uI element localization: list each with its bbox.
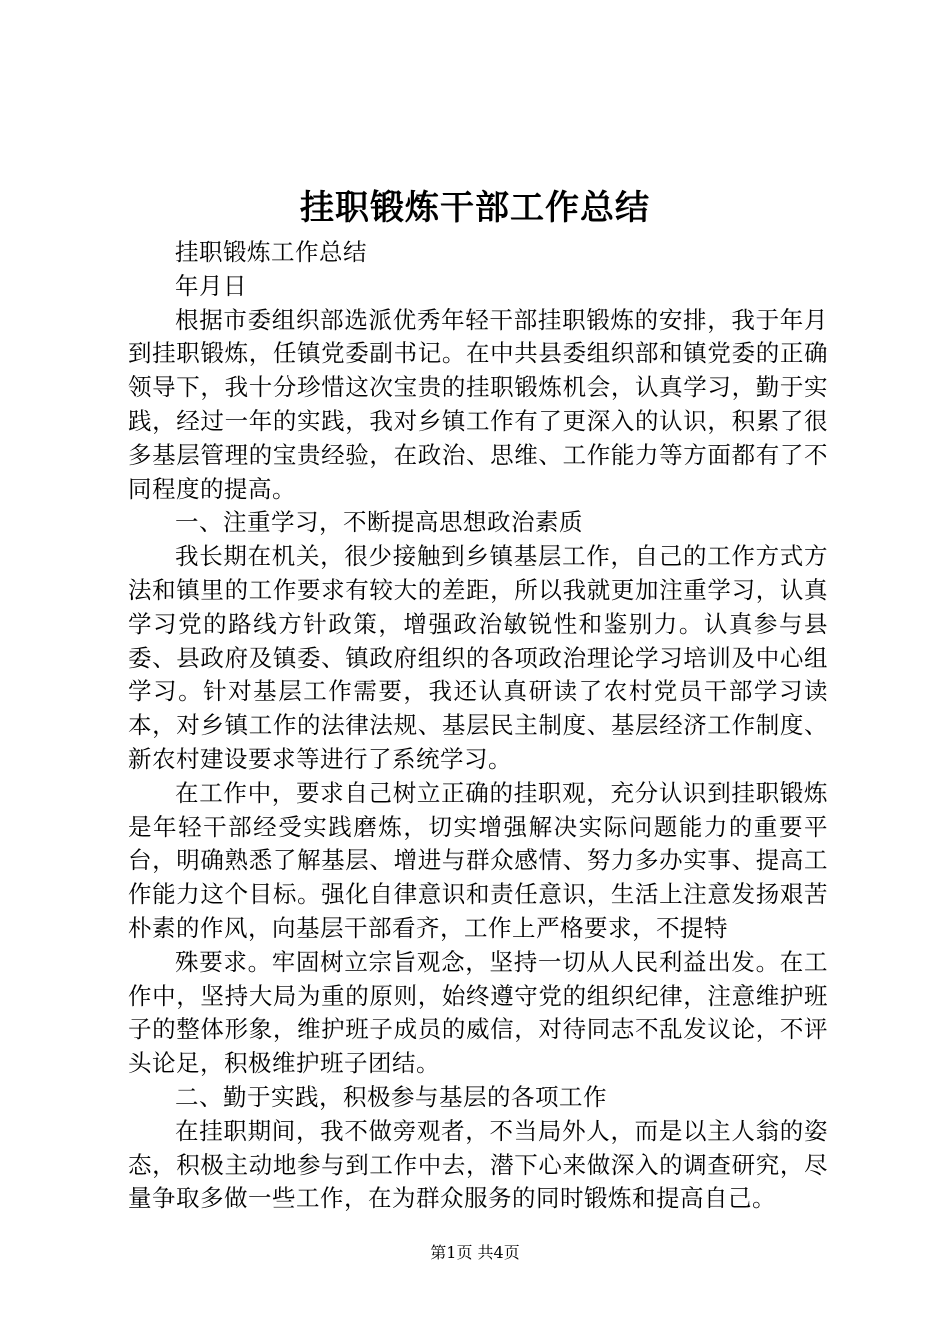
- date-line: 年月日: [175, 271, 247, 300]
- intro-paragraph: 根据市委组织部选派优秀年轻干部挂职锻炼的安排，我于年月到挂职锻炼，任镇党委副书记。在中共县委组织部和镇党委的正确领导下，我十分珍惜这次宝贵的挂职锻炼机会，认真学习，勤于实践，经过一年的实践，我对乡镇工作有了更深入的认识，积累了很多基层管理的宝贵经验，在政治、思维、工作能力等方面都有了不同程度的提高。: [128, 305, 828, 503]
- section-heading-2: 二、勤于实践，积极参与基层的各项工作: [175, 1082, 607, 1111]
- document-body: [128, 236, 828, 1216]
- page-number-footer: 第1页 共4页: [430, 1243, 520, 1262]
- body-paragraph: 我长期在机关，很少接触到乡镇基层工作，自己的工作方式方法和镇里的工作要求有较大的差距，所以我就更加注重学习，认真学习党的路线方针政策，增强政治敏锐性和鉴别力。认真参与县委、县政府及镇委、镇政府组织的各项政治理论学习培训及中心组学习。针对基层工作需要，我还认真研读了农村党员干部学习读本，对乡镇工作的法律法规、基层民主制度、基层经济工作制度、新农村建设要求等进行了系统学习。: [128, 542, 828, 773]
- body-paragraph: 殊要求。牢固树立宗旨观念，坚持一切从人民利益出发。在工作中，坚持大局为重的原则，始终遵守党的组织纪律，注意维护班子的整体形象，维护班子成员的威信，对待同志不乱发议论，不评头论足，积极维护班子团结。: [128, 947, 828, 1078]
- document-title: 挂职锻炼干部工作总结: [300, 188, 650, 228]
- body-paragraph: 在挂职期间，我不做旁观者，不当局外人，而是以主人翁的姿态，积极主动地参与到工作中去，潜下心来做深入的调查研究，尽量争取多做一些工作，在为群众服务的同时锻炼和提高自己。: [128, 1116, 828, 1213]
- body-paragraph: 在工作中，要求自己树立正确的挂职观，充分认识到挂职锻炼是年轻干部经受实践磨炼，切实增强解决实际问题能力的重要平台，明确熟悉了解基层、增进与群众感情、努力多办实事、提高工作能力这个目标。强化自律意识和责任意识，生活上注意发扬艰苦朴素的作风，向基层干部看齐，工作上严格要求，不提特: [128, 778, 828, 942]
- section-heading-1: 一、注重学习，不断提高思想政治素质: [175, 508, 583, 537]
- subtitle-line: 挂职锻炼工作总结: [175, 238, 367, 266]
